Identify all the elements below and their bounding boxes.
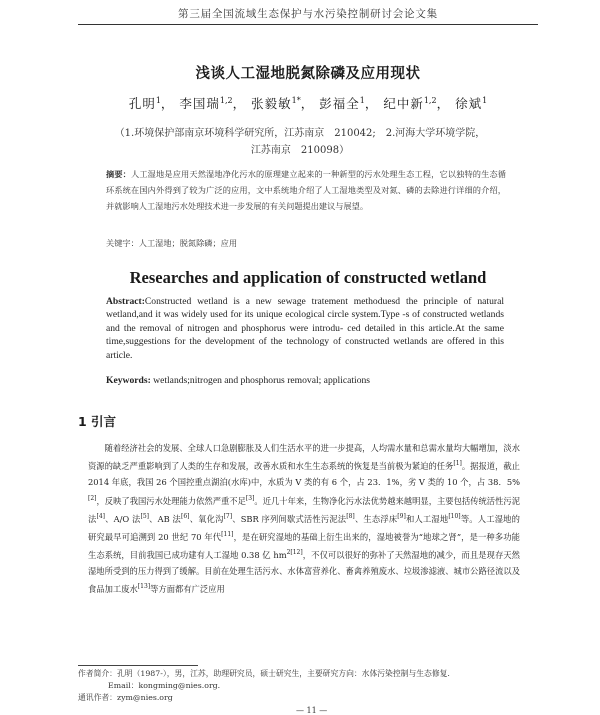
footnote-corresponding-author: 通讯作者：zym@nies.org [78, 693, 173, 702]
citation: [3] [245, 494, 255, 502]
author-affil-mark: 1 [359, 95, 365, 105]
chinese-keywords-text: 人工湿地；脱氮除磷；应用 [138, 238, 238, 248]
intro-text: 等。人工湿地的研究最早可追溯到 20 世纪 70 年代 [88, 513, 520, 542]
intro-text: 。据报道，截止 2014 年底，我国 26 个国控重点湖泊(水库)中，水质为 V 类的有 6 个，占 23．1%，劣 V 类的 10 个，占 38．5% [88, 461, 520, 488]
english-title: Researches and application of constructed wetland [129, 268, 487, 287]
author-name: 李国瑞 [179, 96, 220, 111]
intro-text: 等方面都有广泛应用 [150, 583, 225, 594]
citation: [9] [397, 512, 406, 520]
english-abstract-label: Abstract: [106, 296, 145, 307]
affiliation-line-1: （1.环境保护部南京环境科学研究所，江苏南京 210042; 2.河海大学环境学院， [114, 128, 486, 139]
intro-text: ，是在研究湿地的基础上衍生出来的，湿地被誉为“地球之肾”，是一种多功能生态系统，目前我国已成功建有人工湿地 0.38 亿 hm [88, 531, 520, 560]
citation: [8] [346, 512, 355, 520]
footnote-rule [78, 665, 198, 666]
english-keywords [106, 375, 506, 386]
author-name: 张毅敏 [251, 96, 292, 111]
introduction-paragraph [88, 440, 520, 597]
intro-text: 。近几十年来，生物净化污水法优势越来越明显，主要包括传统活性污泥法 [88, 495, 520, 524]
citation: [4] [96, 512, 105, 520]
citation: [7] [223, 512, 233, 520]
author-name: 纪中新 [383, 96, 424, 111]
chinese-title: 浅谈人工湿地脱氮除磷及应用现状 [195, 66, 421, 82]
author-list: 孔明$^1$， 李国瑞$^{1,2}$， 张毅敏$^{1*}$， 彭福全$^1$， 纪中新$^{1,2}$， 徐斌$^1$ [128, 95, 488, 111]
citation: [10] [448, 512, 461, 520]
author-affil-mark: 1* [291, 95, 301, 105]
footnotes [78, 668, 538, 704]
english-abstract-text: Constructed wetland is a new sewage tratement methoduesd the principle of natural wetland,and it was widely used for its unique ecological circle system.Type -s of constructed wetlands and the removal of nitrogen and phosphorus were introdu- ced detailed in this article.At the same time,suggestions for the development of the technology of constructed wetlands are offered in this article. [106, 296, 504, 361]
author-name: 彭福全 [319, 96, 360, 111]
intro-text: ，不仅可以很好的弥补了天然湿地的减少，而且是现存天然湿地所受到的压力得到了缓解。目前在处理生活污水、水体富营养化、畜禽养殖废水、垃圾渗滤液、城市公路径流以及食品加工废水 [88, 549, 520, 594]
footnote-author-intro: 作者简介：孔明（1987-），男，江苏，助理研究员，硕士研究生，主要研究方向：水体污染控制与生态修复. [78, 669, 450, 678]
citation: [5] [140, 512, 149, 520]
author-affil-mark: 1,2 [219, 95, 233, 105]
author-affil-mark: 1 [155, 95, 161, 105]
english-keywords-text: wetlands;nitrogen and phosphorus removal; applications [150, 375, 371, 386]
running-header: 第三届全国流域生态保护与水污染控制研讨会论文集 [178, 8, 438, 20]
introduction-body [88, 440, 520, 597]
chinese-keywords-label: 关键字： [106, 238, 139, 248]
english-abstract [106, 295, 504, 362]
intro-text: 、生态浮床 [354, 513, 398, 524]
author-affil-mark: 1 [482, 95, 488, 105]
citation: [2] [88, 494, 97, 502]
author-affil-mark: 1,2 [423, 95, 437, 105]
chinese-abstract-label: 摘要： [106, 169, 132, 179]
author-name: 徐斌 [455, 96, 483, 111]
section-heading-introduction: 1 引言 [78, 414, 117, 429]
english-keywords-label: Keywords: [106, 375, 151, 386]
citation: [6] [181, 512, 190, 520]
intro-text: 随着经济社会的发展、全球人口急剧膨胀及人们生活水平的进一步提高，人均需水量和总需水量均大幅增加，淡水资源的缺乏严重影响到了人类的生存和发展，改善水质和水生生态系统的恢复是当前极为紧迫的任务 [88, 443, 520, 472]
page-number: — 11 — [296, 706, 328, 715]
header-rule [78, 24, 538, 25]
chinese-abstract-text: 人工湿地是应用天然湿地净化污水的原理建立起来的一种新型的污水处理生态工程，它以独特的生态循环系统在国内外得到了较为广泛的应用，文中系统地介绍了人工湿地类型及对氮、磷的去除进行详细的介绍，并就影响人工湿地污水处理技术进一步发展的有关问题提出建议与展望。 [106, 169, 506, 211]
citation: [11] [221, 530, 234, 538]
affiliation-line-2: 江苏南京 210098） [250, 145, 350, 156]
footnote-author-email: Email：kongming@nies.org. [108, 681, 221, 690]
intro-text: 、SBR 序列间歇式活性污泥法 [232, 513, 347, 524]
chinese-keywords [106, 238, 506, 249]
intro-text: 、氧化沟 [189, 513, 224, 524]
intro-text: 和人工湿地 [405, 513, 449, 524]
intro-text: 、AB 法 [149, 513, 182, 524]
author-name: 孔明 [128, 96, 156, 111]
chinese-abstract [106, 166, 506, 214]
intro-text: ，反映了我国污水处理能力依然严重不足 [96, 495, 246, 506]
citation: [1] [453, 460, 462, 468]
citation: [13] [137, 583, 151, 591]
intro-text: 、A/O 法 [104, 513, 141, 524]
citation: 2[12] [286, 548, 303, 556]
